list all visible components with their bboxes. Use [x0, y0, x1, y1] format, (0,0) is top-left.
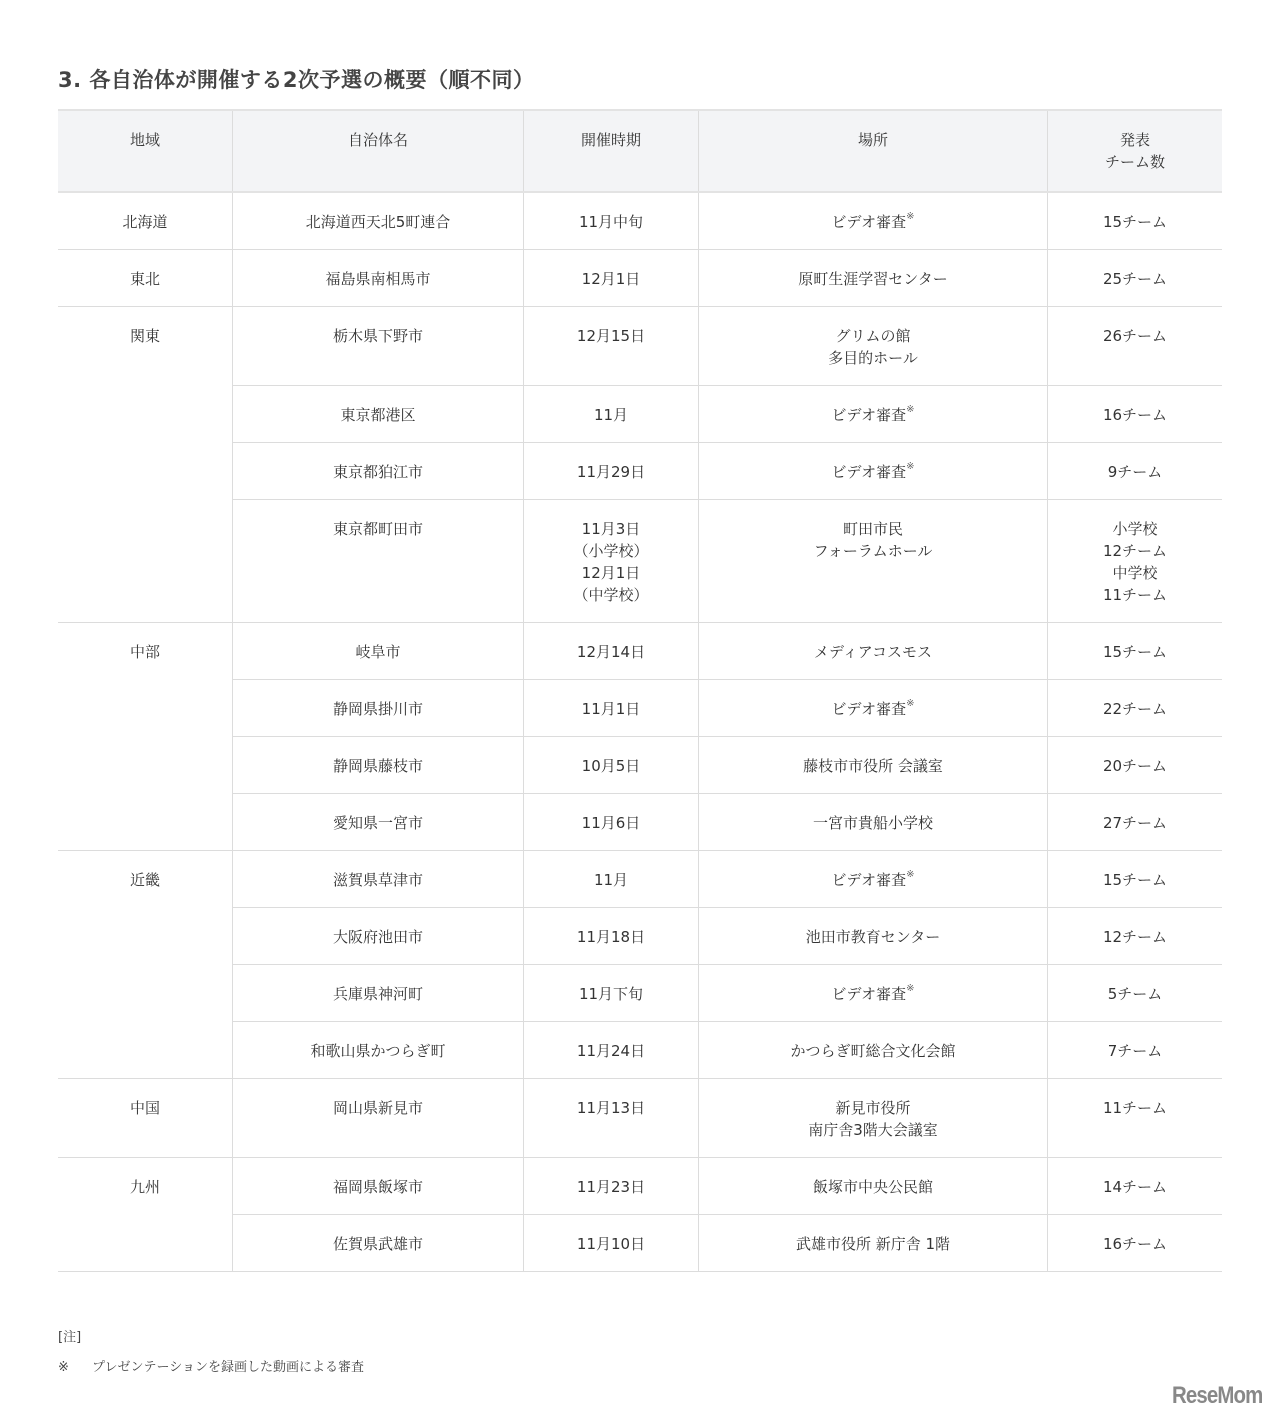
date-cell: 11月3日 （小学校） 12月1日 （中学校） — [524, 500, 699, 623]
venue-text: 武雄市役所 新庁舎 1階 — [795, 1235, 951, 1253]
note-reference-mark: ※ — [906, 211, 915, 222]
municipality-cell: 岐阜市 — [233, 623, 524, 680]
venue-text: 藤枝市市役所 会議室 — [803, 757, 943, 775]
venue-cell — [699, 307, 1048, 386]
venue-text: 新見市役所 南庁舎3階大会議室 — [808, 1099, 938, 1139]
date-cell: 11月下旬 — [524, 965, 699, 1022]
venue-cell — [699, 1215, 1048, 1272]
note-reference-mark: ※ — [906, 698, 915, 709]
date-cell: 11月10日 — [524, 1215, 699, 1272]
team-count-cell: 16チーム — [1048, 386, 1223, 443]
team-count-cell: 15チーム — [1048, 623, 1223, 680]
date-cell: 11月18日 — [524, 908, 699, 965]
venue-cell — [699, 1022, 1048, 1079]
date-cell: 11月24日 — [524, 1022, 699, 1079]
team-count-cell: 27チーム — [1048, 794, 1223, 851]
page-title: 3. 各自治体が開催する2次予選の概要（順不同） — [58, 68, 535, 92]
table-row — [58, 680, 1222, 737]
date-cell: 10月5日 — [524, 737, 699, 794]
team-count-cell: 14チーム — [1048, 1158, 1223, 1215]
table-row — [58, 192, 1222, 250]
venue-text: 飯塚市中央公民館 — [812, 1178, 933, 1196]
venue-cell — [699, 386, 1048, 443]
venue-cell — [699, 965, 1048, 1022]
team-count-cell: 9チーム — [1048, 443, 1223, 500]
venue-cell — [699, 250, 1048, 307]
header-date: 開催時期 — [524, 110, 699, 192]
region-cell: 東北 — [58, 250, 233, 307]
venue-cell — [699, 737, 1048, 794]
date-cell: 12月15日 — [524, 307, 699, 386]
venue-text: グリムの館 多目的ホール — [828, 327, 918, 367]
municipality-cell: 福島県南相馬市 — [233, 250, 524, 307]
table-row — [58, 623, 1222, 680]
venue-text: 一宮市貴船小学校 — [812, 814, 933, 832]
municipality-cell: 大阪府池田市 — [233, 908, 524, 965]
team-count-cell: 26チーム — [1048, 307, 1223, 386]
team-count-cell: 15チーム — [1048, 192, 1223, 250]
team-count-cell: 25チーム — [1048, 250, 1223, 307]
header-team-count: 発表 チーム数 — [1048, 110, 1223, 192]
team-count-cell: 15チーム — [1048, 851, 1223, 908]
municipality-cell: 和歌山県かつらぎ町 — [233, 1022, 524, 1079]
municipality-cell: 北海道西天北5町連合 — [233, 192, 524, 250]
table-row — [58, 1215, 1222, 1272]
venue-text: 池田市教育センター — [805, 928, 941, 946]
team-count-cell: 16チーム — [1048, 1215, 1223, 1272]
venue-cell — [699, 500, 1048, 623]
table-row — [58, 1079, 1222, 1158]
notes — [58, 1326, 364, 1386]
municipality-cell: 東京都港区 — [233, 386, 524, 443]
region-cell: 北海道 — [58, 192, 233, 250]
region-cell: 中部 — [58, 623, 233, 851]
venue-cell — [699, 443, 1048, 500]
note-reference-mark: ※ — [906, 404, 915, 415]
venue-text: 町田市民 フォーラムホール — [813, 520, 933, 560]
date-cell: 11月6日 — [524, 794, 699, 851]
table-row — [58, 386, 1222, 443]
team-count-cell: 7チーム — [1048, 1022, 1223, 1079]
table-row — [58, 443, 1222, 500]
table-row — [58, 307, 1222, 386]
venue-cell — [699, 623, 1048, 680]
note-mark: ※ — [58, 1360, 69, 1375]
venue-text: 原町生涯学習センター — [798, 270, 948, 288]
venue-cell — [699, 1158, 1048, 1215]
note-item — [58, 1356, 364, 1375]
header-venue: 場所 — [699, 110, 1048, 192]
municipality-cell: 佐賀県武雄市 — [233, 1215, 524, 1272]
municipality-cell: 愛知県一宮市 — [233, 794, 524, 851]
table-row — [58, 908, 1222, 965]
header-municipality: 自治体名 — [233, 110, 524, 192]
region-cell: 九州 — [58, 1158, 233, 1272]
venue-cell — [699, 680, 1048, 737]
team-count-cell: 小学校 12チーム 中学校 11チーム — [1048, 500, 1223, 623]
table-header-row — [58, 110, 1222, 192]
header-region: 地域 — [58, 110, 233, 192]
team-count-cell: 12チーム — [1048, 908, 1223, 965]
note-reference-mark: ※ — [906, 869, 915, 880]
table-row — [58, 794, 1222, 851]
municipality-cell: 岡山県新見市 — [233, 1079, 524, 1158]
region-cell: 関東 — [58, 307, 233, 623]
team-count-cell: 5チーム — [1048, 965, 1223, 1022]
region-cell: 近畿 — [58, 851, 233, 1079]
note-text: プレゼンテーションを録画した動画による審査 — [92, 1360, 364, 1375]
date-cell: 11月 — [524, 851, 699, 908]
venue-cell — [699, 1079, 1048, 1158]
venue-text: ビデオ審査 — [831, 871, 907, 889]
venue-text: ビデオ審査 — [831, 213, 907, 231]
table-row — [58, 1022, 1222, 1079]
table-row — [58, 851, 1222, 908]
venue-text: ビデオ審査 — [831, 406, 907, 424]
table-row — [58, 500, 1222, 623]
municipality-cell: 兵庫県神河町 — [233, 965, 524, 1022]
note-reference-mark: ※ — [906, 461, 915, 472]
municipality-cell: 栃木県下野市 — [233, 307, 524, 386]
table-row — [58, 965, 1222, 1022]
date-cell: 11月13日 — [524, 1079, 699, 1158]
municipality-cell: 福岡県飯塚市 — [233, 1158, 524, 1215]
venue-text: メディアコスモス — [813, 643, 933, 661]
municipality-cell: 東京都狛江市 — [233, 443, 524, 500]
resemom-logo: ReseMom — [1171, 1382, 1262, 1409]
venue-cell — [699, 794, 1048, 851]
venue-cell — [699, 851, 1048, 908]
municipality-cell: 東京都町田市 — [233, 500, 524, 623]
notes-heading: [注] — [58, 1330, 82, 1345]
date-cell: 11月1日 — [524, 680, 699, 737]
team-count-cell: 11チーム — [1048, 1079, 1223, 1158]
venue-text: ビデオ審査 — [831, 700, 907, 718]
date-cell: 12月1日 — [524, 250, 699, 307]
table-body — [58, 192, 1222, 1272]
municipality-cell: 滋賀県草津市 — [233, 851, 524, 908]
venue-cell — [699, 192, 1048, 250]
venue-text: ビデオ審査 — [831, 463, 907, 481]
region-cell: 中国 — [58, 1079, 233, 1158]
qualifier-table — [58, 109, 1222, 1272]
date-cell: 11月中旬 — [524, 192, 699, 250]
date-cell: 11月23日 — [524, 1158, 699, 1215]
date-cell: 12月14日 — [524, 623, 699, 680]
team-count-cell: 22チーム — [1048, 680, 1223, 737]
date-cell: 11月 — [524, 386, 699, 443]
table-row — [58, 1158, 1222, 1215]
team-count-cell: 20チーム — [1048, 737, 1223, 794]
table-row — [58, 737, 1222, 794]
municipality-cell: 静岡県掛川市 — [233, 680, 524, 737]
venue-text: かつらぎ町総合文化会館 — [790, 1042, 956, 1060]
date-cell: 11月29日 — [524, 443, 699, 500]
municipality-cell: 静岡県藤枝市 — [233, 737, 524, 794]
venue-cell — [699, 908, 1048, 965]
venue-text: ビデオ審査 — [831, 985, 907, 1003]
note-reference-mark: ※ — [906, 983, 915, 994]
table-row — [58, 250, 1222, 307]
